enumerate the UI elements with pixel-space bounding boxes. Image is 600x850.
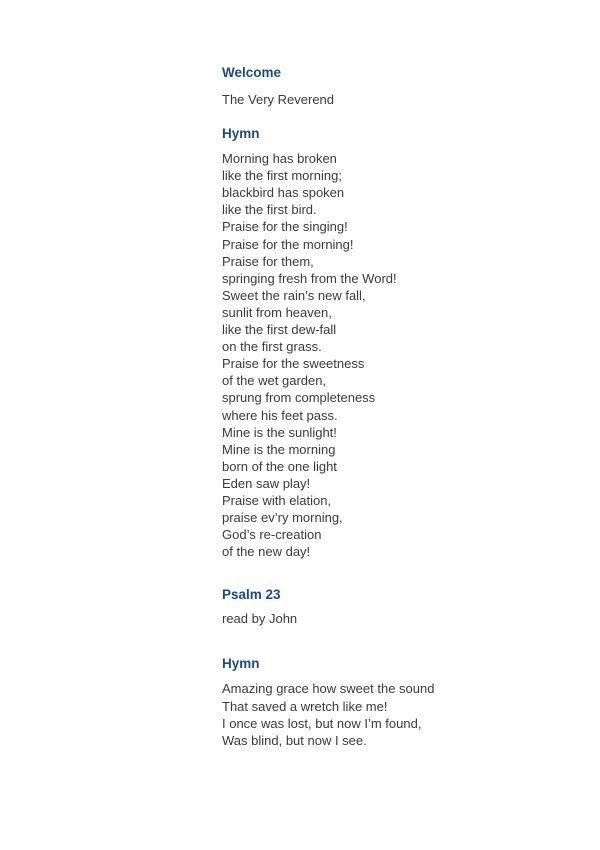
welcome-heading: Welcome <box>222 65 282 80</box>
lyric-line: Was blind, but now I see. <box>222 732 367 748</box>
lyric-line: Praise for the morning! <box>222 236 354 252</box>
psalm-reader-text: read by John <box>222 611 298 627</box>
welcome-text: The Very Reverend <box>222 92 335 107</box>
lyric-line: I once was lost, but now I’m found, <box>222 715 422 731</box>
lyric-line: Praise for the sweetness <box>222 356 365 372</box>
lyric-line: springing fresh from the Word! <box>222 270 397 286</box>
lyric-line: Morning has broken <box>222 151 337 167</box>
lyric-line: Amazing grace how sweet the sound <box>222 681 435 697</box>
lyric-line: where his feet pass. <box>222 407 338 423</box>
lyric-line: Mine is the morning <box>222 441 336 457</box>
lyric-line: praise ev’ry morning, <box>222 510 343 526</box>
lyric-line: of the new day! <box>222 544 311 560</box>
hymn-lyrics-1 <box>222 150 562 560</box>
hymn-heading-2: Hymn <box>222 656 260 672</box>
lyric-line: like the first morning; <box>222 168 342 184</box>
lyric-line: like the first bird. <box>222 202 317 218</box>
lyric-line: sprung from completeness <box>222 390 376 406</box>
lyric-line: blackbird has spoken <box>222 185 345 201</box>
lyric-line: sunlit from heaven, <box>222 304 332 320</box>
lyric-line: like the first dew-fall <box>222 322 337 338</box>
lyric-line: on the first grass. <box>222 339 322 355</box>
lyric-line: God’s re-creation <box>222 527 322 543</box>
lyric-line: Praise for the singing! <box>222 219 348 235</box>
service-content <box>222 64 562 749</box>
lyric-line: of the wet garden, <box>222 373 327 389</box>
lyric-line: Praise for them, <box>222 253 314 269</box>
lyric-line: Eden saw play! <box>222 475 311 491</box>
hymn-heading-1: Hymn <box>222 126 260 142</box>
psalm-heading: Psalm 23 <box>222 587 281 603</box>
lyric-line: Mine is the sunlight! <box>222 424 337 440</box>
lyric-line: Praise with elation, <box>222 492 332 508</box>
hymn-lyrics-2 <box>222 680 562 748</box>
lyric-line: Sweet the rain’s new fall, <box>222 287 366 303</box>
lyric-line: born of the one light <box>222 458 337 474</box>
lyric-line: That saved a wretch like me! <box>222 698 388 714</box>
